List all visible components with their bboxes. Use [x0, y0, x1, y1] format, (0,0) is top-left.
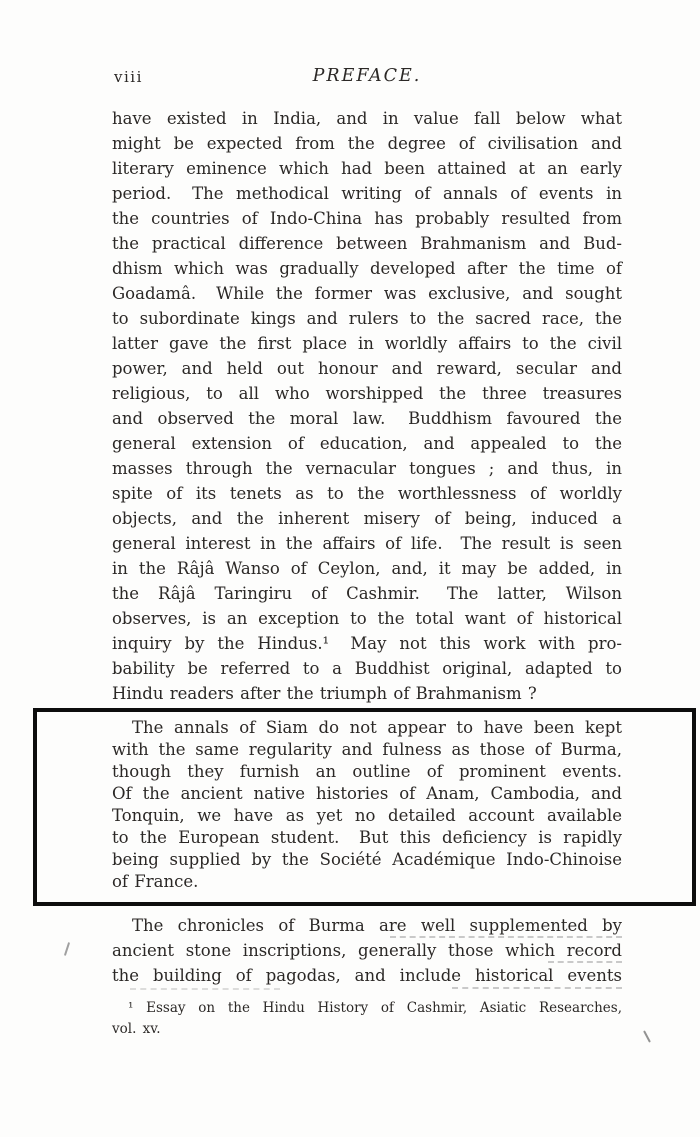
scan-artifact-slash	[643, 1030, 651, 1042]
text-line: to the European student. But this deficiency is rapidly	[112, 828, 622, 847]
text-line: literary eminence which had been attained at an early	[112, 159, 622, 178]
text-line: the Râjâ Taringiru of Cashmir. The latter, Wilson	[112, 584, 622, 603]
text-line: objects, and the inherent misery of being, induced a	[112, 509, 622, 528]
main-text-column	[112, 106, 622, 1040]
text-line: in the Râjâ Wanso of Ceylon, and, it may be added, in	[112, 559, 622, 578]
scan-smudge	[390, 936, 622, 938]
text-line: spite of its tenets as to the worthlessness of worldly	[112, 484, 622, 503]
paragraph-chronicles-of-burma	[112, 913, 622, 988]
text-line: inquiry by the Hindus.¹ May not this work with pro-	[112, 634, 622, 653]
text-line: Goadamâ. While the former was exclusive, and sought	[112, 284, 622, 303]
text-line: power, and held out honour and reward, secular and	[112, 359, 622, 378]
scan-smudge	[130, 988, 280, 990]
text-line: the countries of Indo-China has probably resulted from	[112, 209, 622, 228]
text-line: observes, is an exception to the total want of historical	[112, 609, 622, 628]
page-number: viii	[114, 68, 143, 86]
text-line: The annals of Siam do not appear to have been kept	[132, 718, 622, 737]
scan-smudge	[548, 961, 622, 963]
text-line: Hindu readers after the triumph of Brahmanism ?	[112, 684, 537, 703]
scan-smudge	[452, 987, 622, 989]
highlight-box	[33, 708, 696, 906]
text-line: dhism which was gradually developed after the time of	[112, 259, 622, 278]
text-line: with the same regularity and fulness as those of Burma,	[112, 740, 622, 759]
text-line: religious, to all who worshipped the three treasures	[112, 384, 622, 403]
running-title: PREFACE.	[312, 66, 422, 86]
text-line: might be expected from the degree of civilisation and	[112, 134, 622, 153]
text-line: the building of pagodas, and include historical events	[112, 966, 622, 985]
text-line: masses through the vernacular tongues ; and thus, in	[112, 459, 622, 478]
paragraph-annals-of-siam	[112, 717, 622, 893]
text-line: have existed in India, and in value fall below what	[112, 109, 622, 128]
page-header	[112, 66, 622, 90]
text-line: Of the ancient native histories of Anam, Cambodia, and	[112, 784, 622, 803]
text-line: and observed the moral law. Buddhism favoured the	[112, 409, 622, 428]
text-line: latter gave the first place in worldly affairs to the civil	[112, 334, 622, 353]
text-line: general interest in the affairs of life. The result is seen	[112, 534, 622, 553]
text-line: though they furnish an outline of prominent events.	[112, 762, 622, 781]
text-line: the practical difference between Brahmanism and Bud-	[112, 234, 622, 253]
text-line: period. The methodical writing of annals of events in	[112, 184, 622, 203]
text-line: of France.	[112, 872, 199, 891]
text-line: ¹ Essay on the Hindu History of Cashmir, Asiatic Researches,	[128, 1000, 622, 1016]
text-line: general extension of education, and appealed to the	[112, 434, 622, 453]
text-line: bability be referred to a Buddhist original, adapted to	[112, 659, 622, 678]
scan-artifact-backslash	[64, 942, 70, 956]
text-line: ancient stone inscriptions, generally those which record	[112, 941, 622, 960]
text-line: The chronicles of Burma are well supplemented by	[132, 916, 622, 935]
text-line: to subordinate kings and rulers to the sacred race, the	[112, 309, 622, 328]
paragraph-annals-writing	[112, 106, 622, 706]
footnote	[112, 998, 622, 1040]
text-line: vol. xv.	[112, 1021, 161, 1037]
text-line: being supplied by the Société Académique Indo-Chinoise	[112, 850, 622, 869]
text-line: Tonquin, we have as yet no detailed account available	[112, 806, 622, 825]
